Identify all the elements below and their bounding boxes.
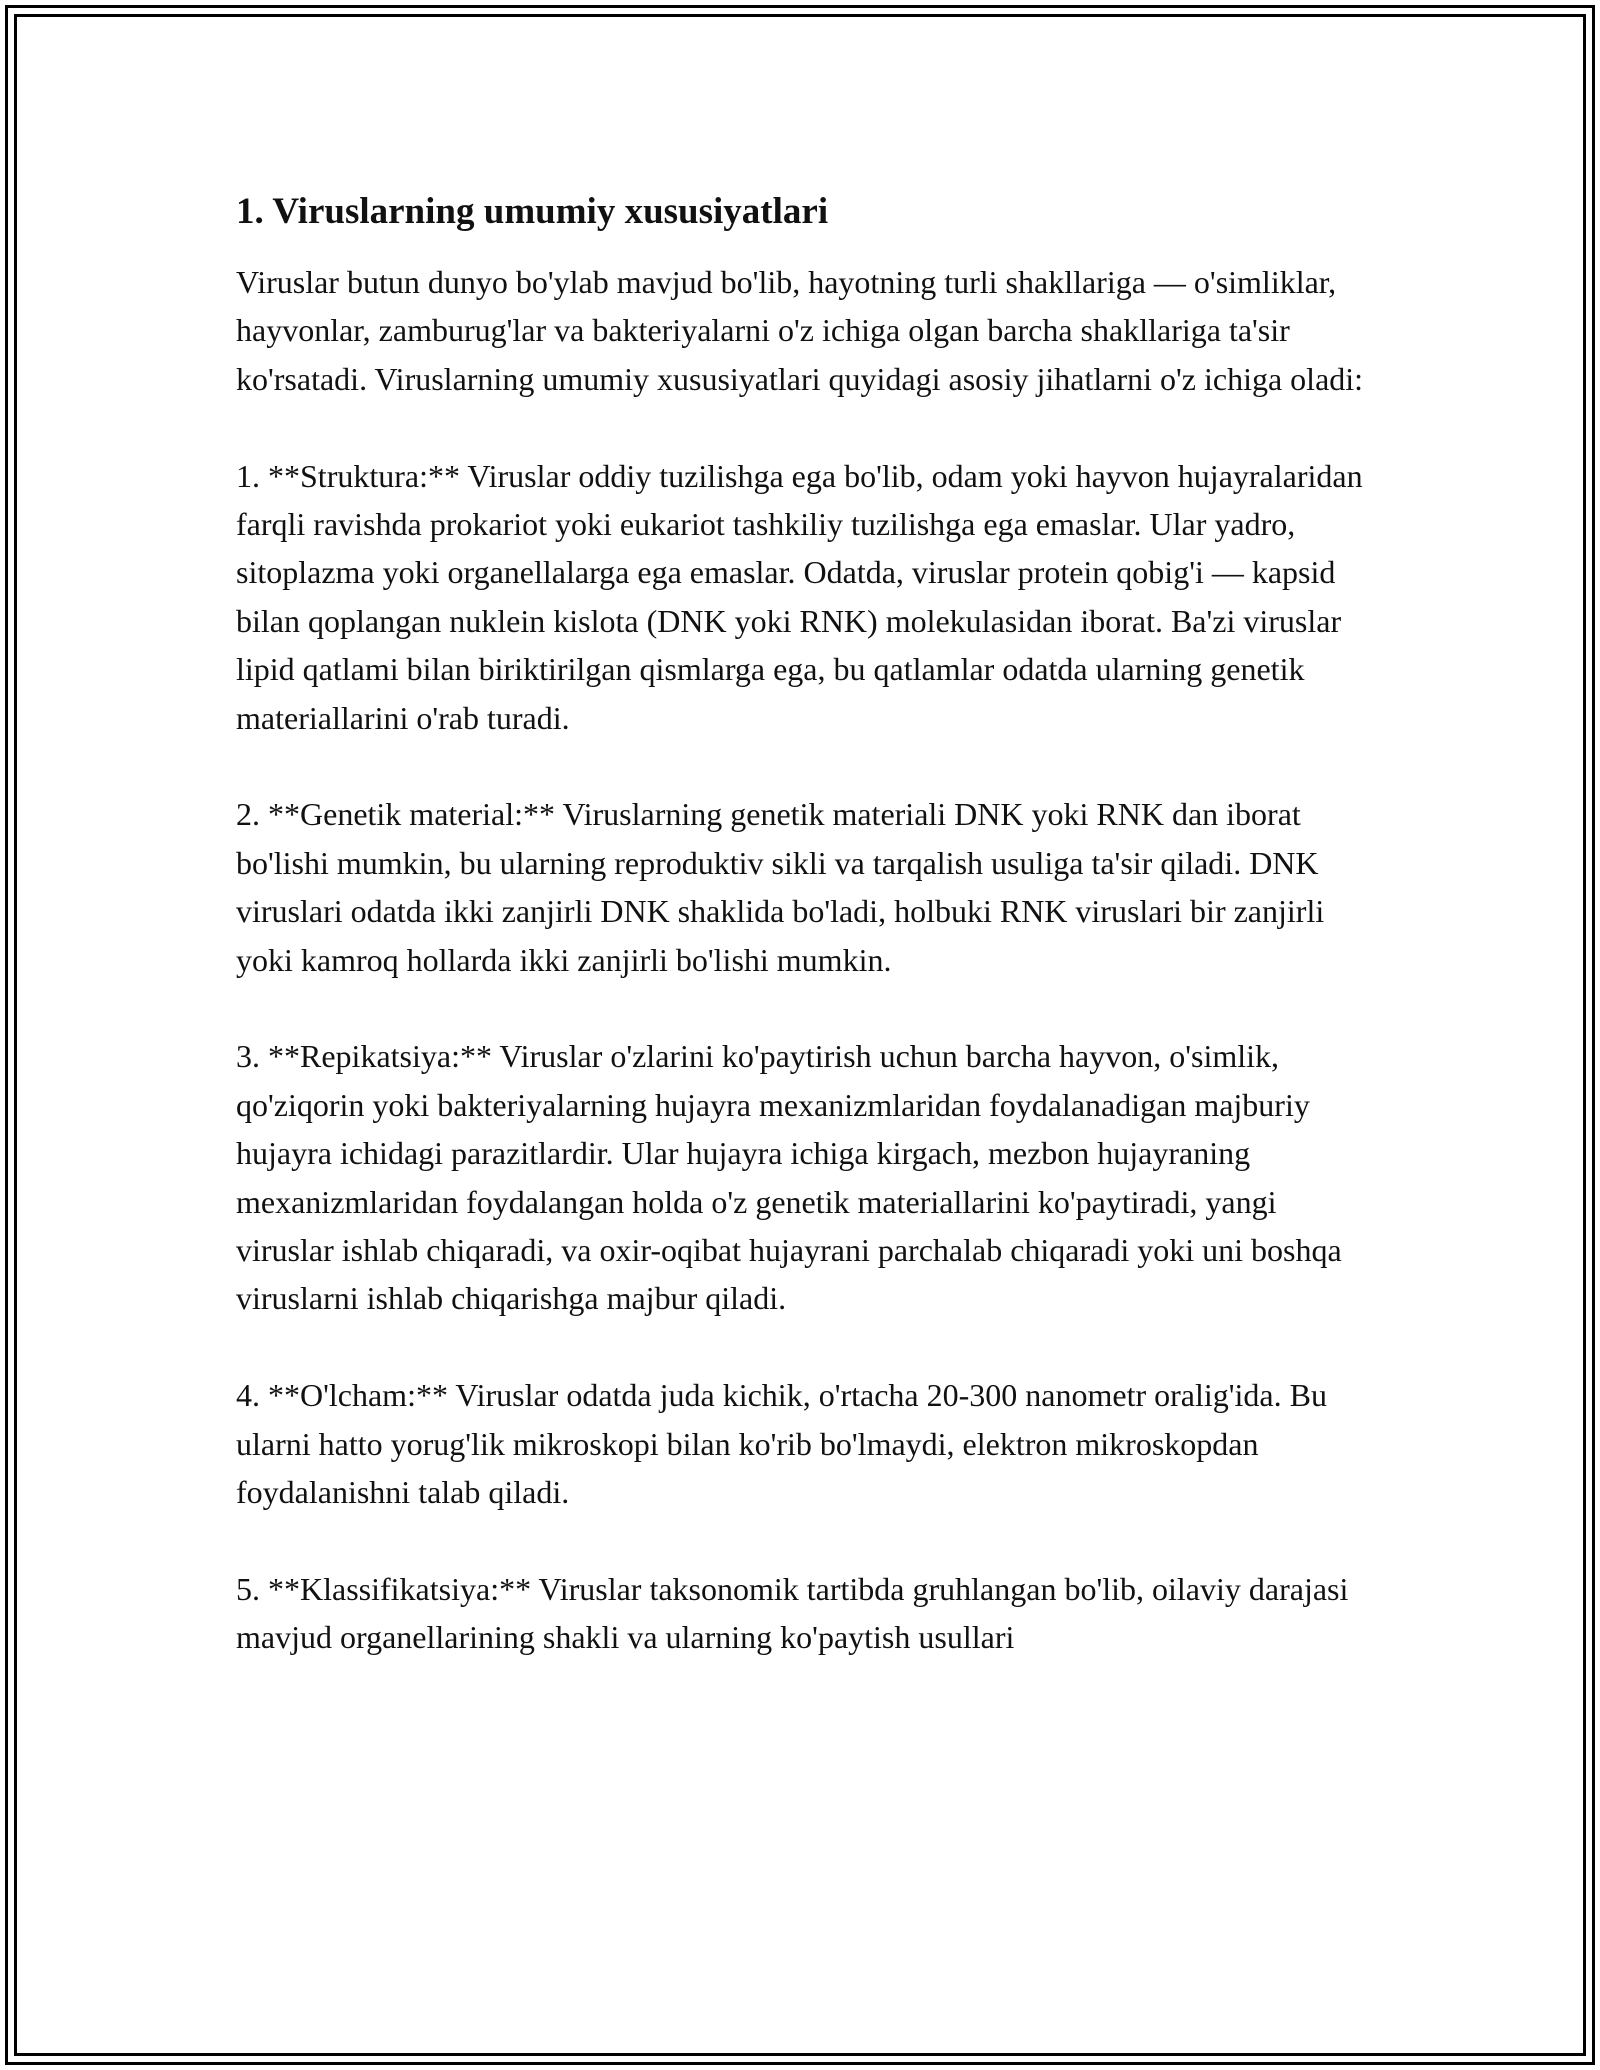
section-heading: 1. Viruslarning umumiy xususiyatlari <box>236 191 829 232</box>
paragraph-size: 4. **O'lcham:** Viruslar odatda juda kichik, o'rtacha 20-300 nanometr oralig'ida. Bu ularni hatto yorug'lik mikroskopi bilan ko'rib bo'lmaydi, elektron mikroskopdan foydalanishni talab qiladi. <box>236 1377 1327 1511</box>
paragraph-structure: 1. **Struktura:** Viruslar oddiy tuzilishga ega bo'lib, odam yoki hayvon hujayralaridan farqli ravishda prokariot yoki eukariot tashkiliy tuzilishga ega emaslar. Ular yadro, sitoplazma yoki organellalarga ega emaslar. Odatda, viruslar protein qobig'i — kapsid bilan qoplangan nuklein kislota (DNK yoki RNK) molekulasidan iborat. Ba'zi viruslar lipid qatlami bilan biriktirilgan qismlarga ega, bu qatlamlar odatda ularning genetik materiallarini o'rab turadi. <box>236 457 1363 736</box>
paragraph-genetic-material: 2. **Genetik material:** Viruslarning genetik materiali DNK yoki RNK dan iborat bo'lishi mumkin, bu ularning reproduktiv sikli va tarqalish usuliga ta'sir qiladi. DNK viruslari odatda ikki zanjirli DNK shaklida bo'ladi, holbuki RNK viruslari bir zanjirli yoki kamroq hollarda ikki zanjirli bo'lishi mumkin. <box>236 796 1325 978</box>
paragraph-replication: 3. **Repikatsiya:** Viruslar o'zlarini ko'paytirish uchun barcha hayvon, o'simlik, qo'ziqorin yoki bakteriyalarning hujayra mexanizmlaridan foydalanadigan majburiy hujayra ichidagi parazitlardir. Ular hujayra ichiga kirgach, mezbon hujayraning mexanizmlaridan foydalangan holda o'z genetik materiallarini ko'paytiradi, yangi viruslar ishlab chiqaradi, va oxir-oqibat hujayrani parchalab chiqaradi yoki uni boshqa viruslarni ishlab chiqarishga majbur qiladi. <box>236 1038 1342 1317</box>
intro-paragraph: Viruslar butun dunyo bo'ylab mavjud bo'lib, hayotning turli shakllariga — o'simliklar, hayvonlar, zamburug'lar va bakteriyalarni o'z ichiga olgan barcha shakllariga ta'sir ko'rsatadi. Viruslarning umumiy xususiyatlari quyidagi asosiy jihatlarni o'z ichiga oladi: <box>236 264 1364 397</box>
document-body <box>236 188 1376 1662</box>
paragraph-classification: 5. **Klassifikatsiya:** Viruslar taksonomik tartibda gruhlangan bo'lib, oilaviy darajasi mavjud organellarining shakli va ularning ko'paytish usullari <box>236 1570 1349 1656</box>
